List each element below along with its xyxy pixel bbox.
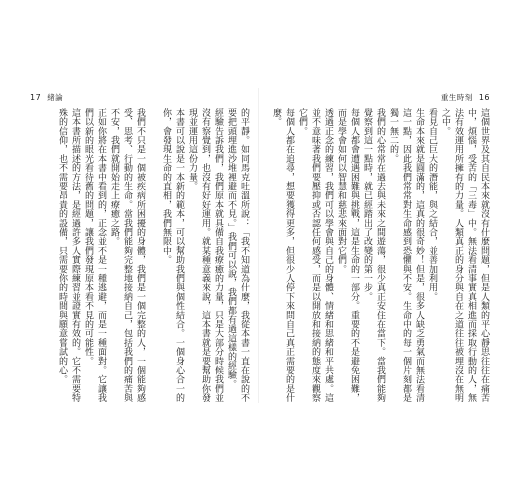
right-page	[270, 88, 490, 403]
left-running-title: 緒論	[47, 92, 64, 102]
left-page-number: 17	[30, 92, 42, 102]
right-page-header	[270, 88, 490, 106]
right-page-number: 16	[478, 92, 490, 102]
right-body-text: 這個世界及其自民本來就沒有什麼問題，但是人類的平心靜思往往在痛苦中，煩惱，受苦的「三毒」中。無法看清事實真相進而採取行動的人，無法有效運用所擁有的力量。人類真正的身分與自在之道往往被埋沒在無明之中。 看見自己巨大的潛能，與之結合，並善加利用。 生命本來就是圓滿的，這真的很奇妙！但是，很多人缺乏勇氣而無法看清這一點，因此我們常常對生命感到恐懼與不安。生命中的每一個片刻都是獨一無二的。 我們的心常常在過去與未來之間遊蕩，很少真正安住在當下。當我們能夠覺察到這一點時，就已經踏出了改變的第一步。 每個人都會遭遇困難與挑戰，這是生命的一部分。重要的不是避免困難，而是學會如何以智慧和慈悲來面對它們。 透過正念的練習，我們可以學會與自己的身體、情緒和思緒和平共處。這並不意味著我們要壓抑或否認任何感受，而是以開放和接納的態度來觀察它們。 每個人都在追尋，想要獲得更多，但很少人停下來問自己真正需要的是什麼。	[271, 108, 489, 403]
right-running-title: 重生時刻	[440, 92, 473, 102]
right-text-block	[270, 108, 490, 403]
left-body-text: 的平靜。如同馬克吐溫所說：「我不知道為什麼，我從本書一直在說的不要把頭埋進沙堆裡避而不見。」我們可以說，我們都有過這樣的經驗。 經驗告訴我們，我們原本就具備自我療癒的力量，只是大部分時候我們並沒有察覺到，也沒有好好運用。就某種意義來說，這本書就是要幫助你發現並運用這份力量。 本書可以說是一本新的範本，可以幫助我們與個性結合。一個身心合一的你，會發現生命的直相，我們無限中。 我們不只是一個被疾病所困擾的身體，我們是一個完整的人，一個能夠感受、思考、行動的生命。當我們能夠完整地接納自己，包括我們的痛苦與不安，我們就開始走上療癒之路。 正如你將在本書中看到的，正念並不是一種逃避，而是一種面對。它讓我們以新的眼光看待舊的問題，讓我們發現原本看不見的可能性。 這本書所描述的方法，是經過許多人實際練習並證實有效的。它不需要特殊的信仰，也不需要昂貴的設備，只需要你的時間與願意嘗試的心。	[57, 108, 249, 403]
left-page	[30, 88, 250, 403]
gutter-divider	[258, 88, 259, 403]
left-text-block	[30, 108, 250, 403]
left-page-header	[30, 88, 250, 106]
